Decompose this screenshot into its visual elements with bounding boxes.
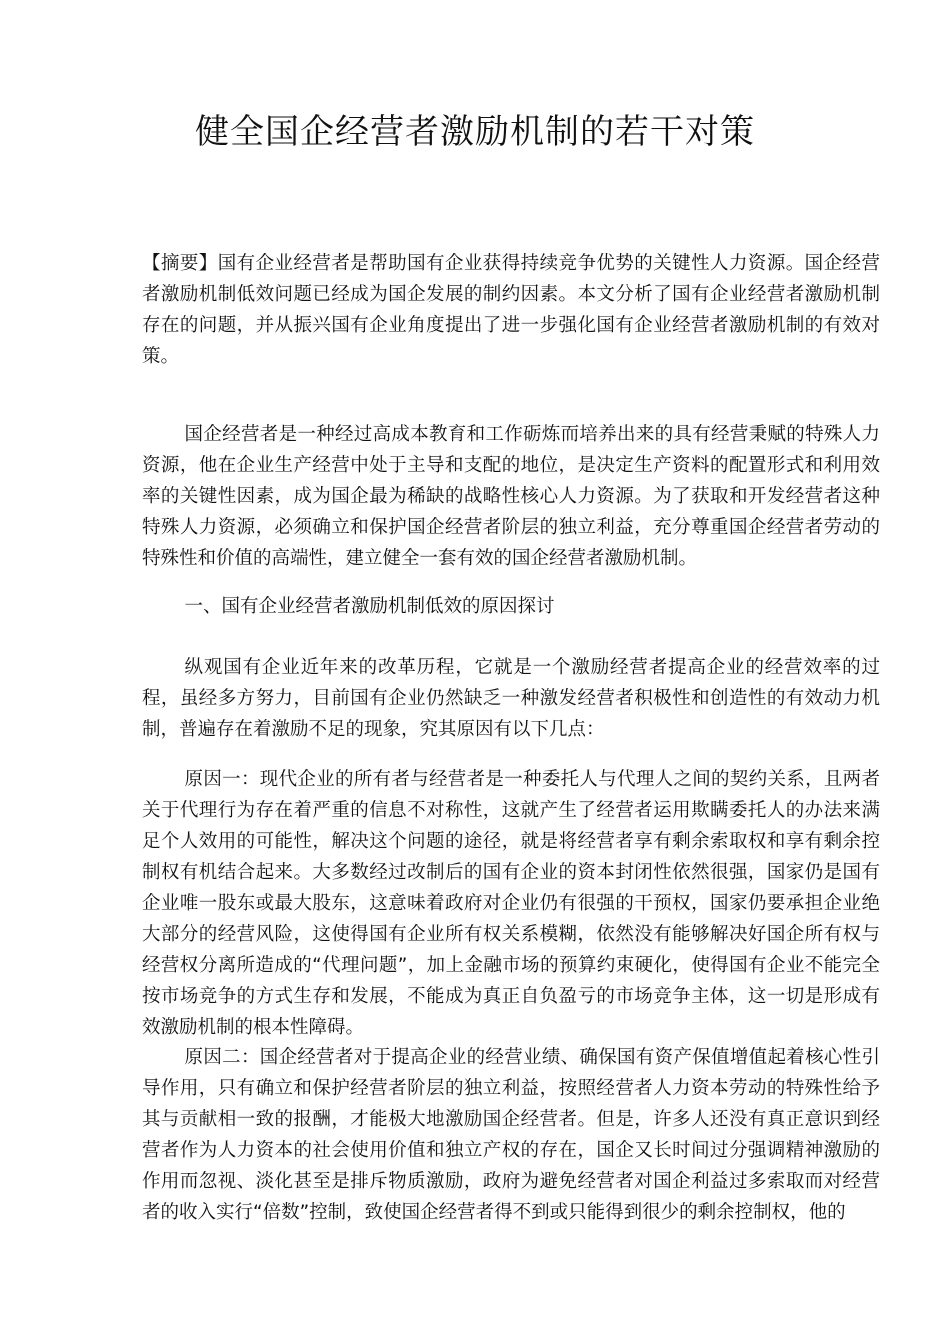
body-paragraph-overview: 纵观国有企业近年来的改革历程，它就是一个激励经营者提高企业的经营效率的过程，虽经多方努力，目前国有企业仍然缺乏一种激发经营者积极性和创造性的有效动力机制，普遍存在着激励不足的现象，究其原因有以下几点： bbox=[142, 657, 880, 740]
abstract-paragraph: 【摘要】国有企业经营者是帮助国有企业获得持续竞争优势的关键性人力资源。国企经营者激励机制低效问题已经成为国企发展的制约因素。本文分析了国有企业经营者激励机制存在的问题，并从振兴国有企业角度提出了进一步强化国有企业经营者激励机制的有效对策。 bbox=[142, 253, 880, 367]
document-title: 健全国企经营者激励机制的若干对策 bbox=[195, 112, 755, 152]
section-heading: 一、国有企业经营者激励机制低效的原因探讨 bbox=[184, 596, 555, 617]
body-paragraph-reason-two: 原因二：国企经营者对于提高企业的经营业绩、确保国有资产保值增值起着核心性引导作用，只有确立和保护经营者阶层的独立利益，按照经营者人力资本劳动的特殊性给予其与贡献相一致的报酬，才能极大地激励国企经营者。但是，许多人还没有真正意识到经营者作为人力资本的社会使用价值和独立产权的存在，国企又长时间过分强调精神激励的作用而忽视、淡化甚至是排斥物质激励，政府为避免经营者对国企利益过多索取而对经营者的收入实行“倍数”控制，致使国企经营者得不到或只能得到很少的剩余控制权，他的 bbox=[142, 1047, 880, 1223]
body-paragraph-intro: 国企经营者是一种经过高成本教育和工作砺炼而培养出来的具有经营秉赋的特殊人力资源，他在企业生产经营中处于主导和支配的地位，是决定生产资料的配置形式和利用效率的关键性因素，成为国企最为稀缺的战略性核心人力资源。为了获取和开发经营者这种特殊人力资源，必须确立和保护国企经营者阶层的独立利益，充分尊重国企经营者劳动的特殊性和价值的高端性，建立健全一套有效的国企经营者激励机制。 bbox=[142, 424, 880, 569]
body-paragraph-reason-one: 原因一：现代企业的所有者与经营者是一种委托人与代理人之间的契约关系，且两者关于代理行为存在着严重的信息不对称性，这就产生了经营者运用欺瞒委托人的办法来满足个人效用的可能性，解决这个问题的途径，就是将经营者享有剩余索取权和享有剩余控制权有机结合起来。大多数经过改制后的国有企业的资本封闭性依然很强，国家仍是国有企业唯一股东或最大股东，这意味着政府对企业仍有很强的干预权，国家仍要承担企业绝大部分的经营风险，这使得国有企业所有权关系模糊，依然没有能够解决好国企所有权与经营权分离所造成的“代理问题”，加上金融市场的预算约束硬化，使得国有企业不能完全按市场竞争的方式生存和发展，不能成为真正自负盈亏的市场竞争主体，这一切是形成有效激励机制的根本性障碍。 bbox=[142, 769, 880, 1038]
